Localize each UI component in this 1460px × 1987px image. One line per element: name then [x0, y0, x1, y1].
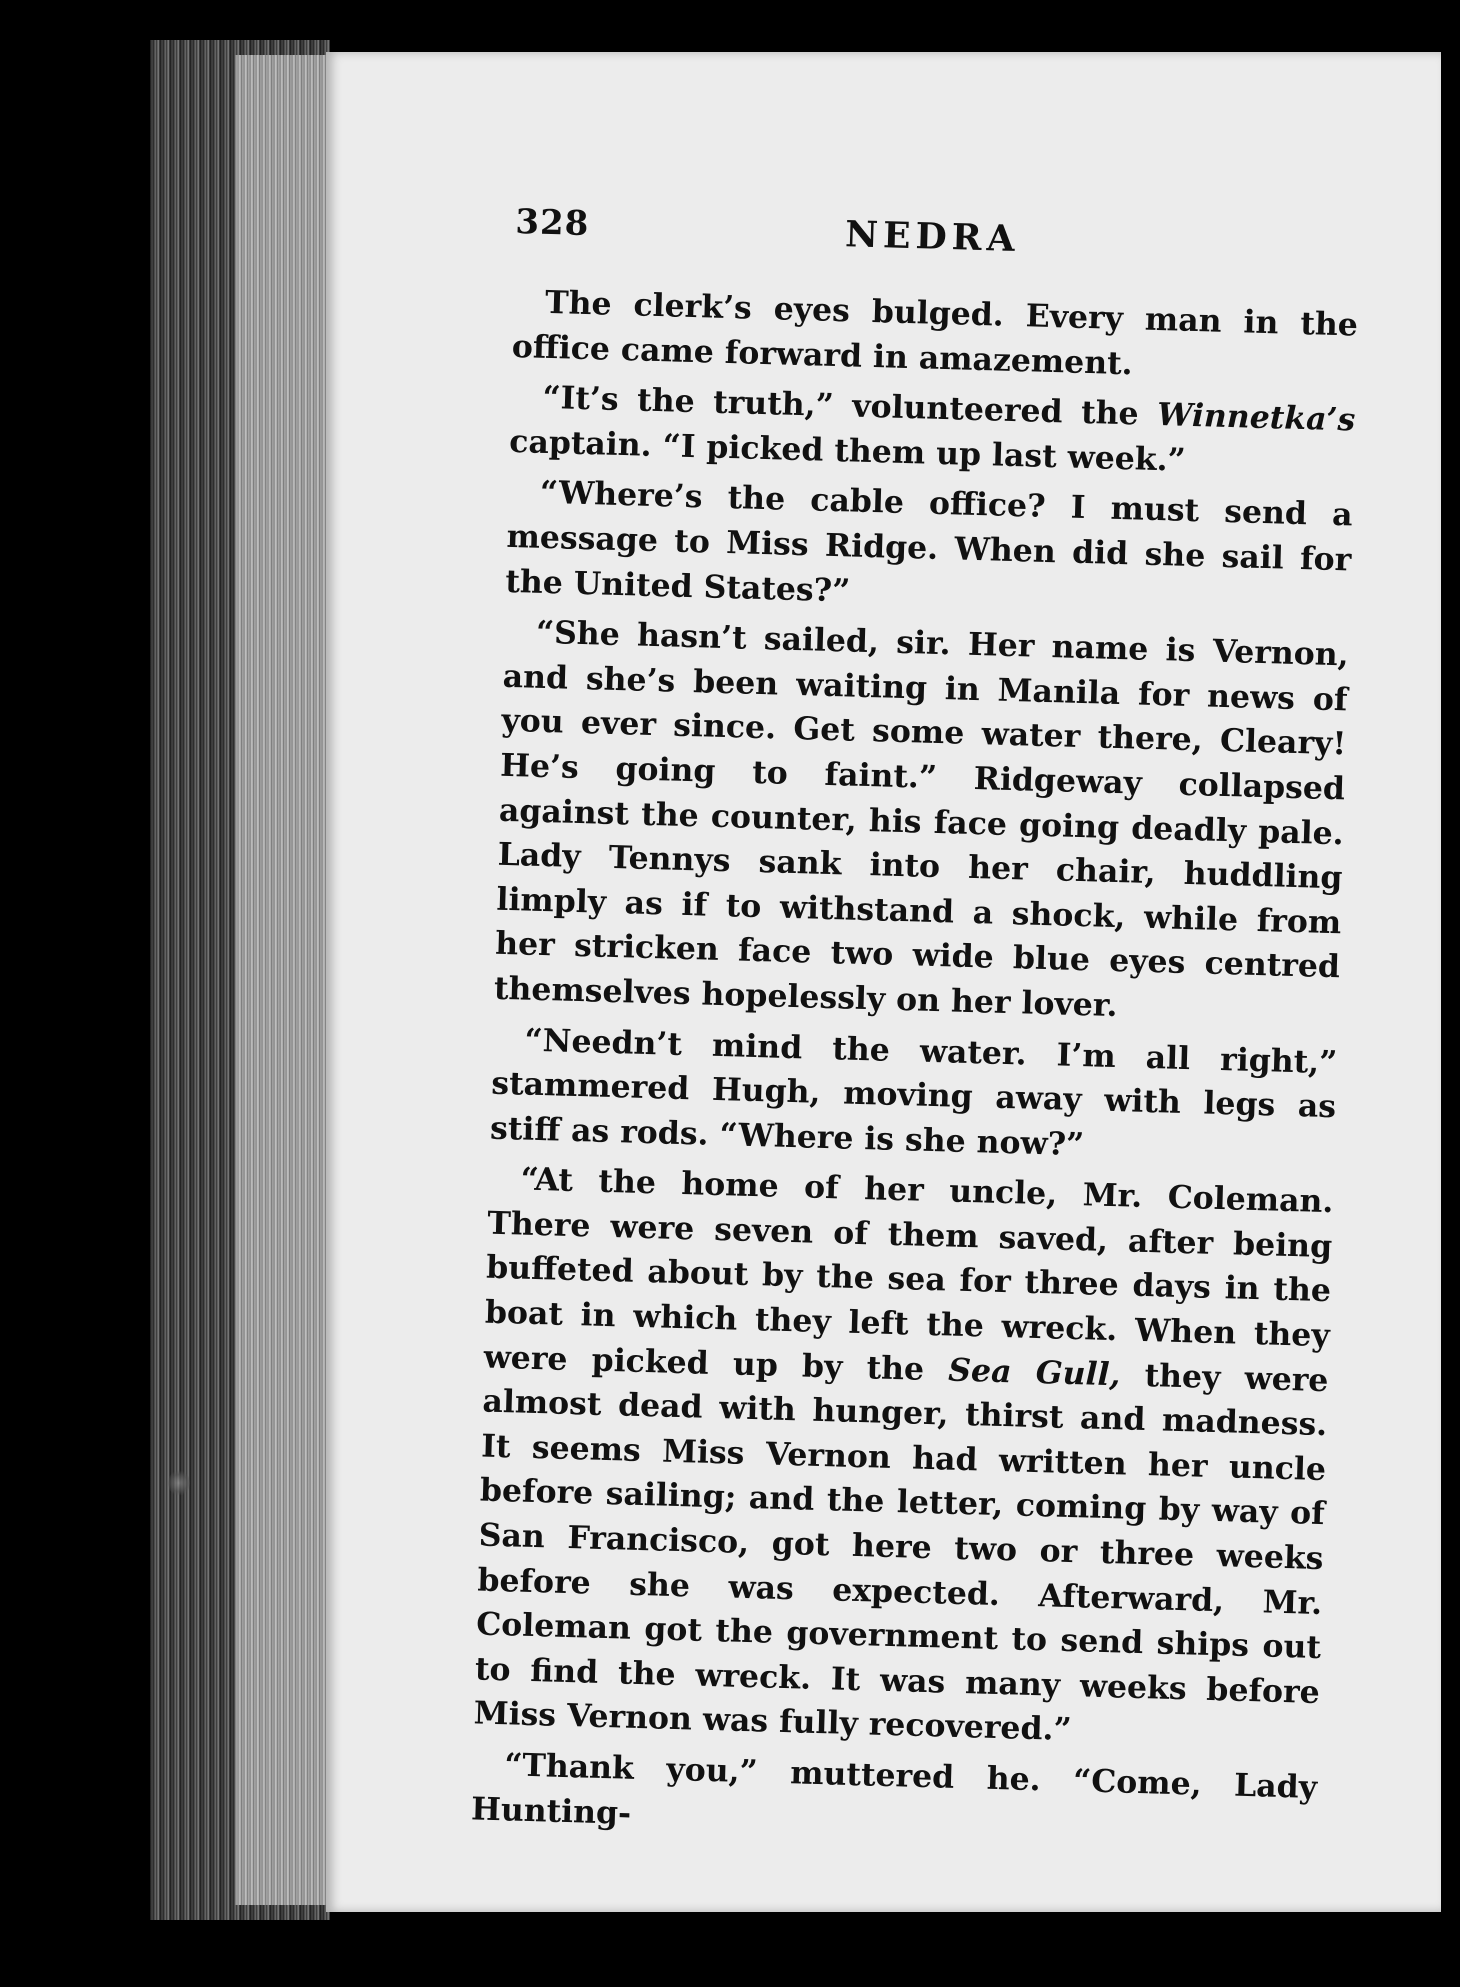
paragraph-p7	[470, 1742, 1317, 1855]
scan-right-edge	[1441, 0, 1460, 1987]
body-text	[470, 280, 1358, 1855]
italic-text: Winnetka’s	[1156, 396, 1356, 439]
paragraph-p6	[473, 1157, 1334, 1760]
paragraph-text: “Thank you,” muttered he. “Come, Lady Hunting-	[470, 1746, 1318, 1832]
paragraph-text: “Needn’t mind the water. I’m all right,” stammered Hugh, moving away with legs as stiff as rods. “Where is she now?”	[489, 1021, 1338, 1163]
book-page	[326, 52, 1441, 1912]
running-head	[514, 202, 1360, 286]
paragraph-text: they were almost dead with hunger, thirst and madness. It seems Miss Vernon had written her uncle before sailing; and the letter, coming by way of San Francisco, got here two or three weeks before she was expected. Afterward, Mr. Coleman got the government to send ships out to find the wreck. It was many weeks before Miss Vernon was fully recovered.”	[473, 1355, 1329, 1749]
page-number: 328	[514, 202, 590, 245]
paragraph-text: “It’s the truth,” volunteered the	[542, 379, 1158, 434]
book-title: NEDRA	[844, 213, 1021, 261]
paragraph-p2	[509, 375, 1356, 488]
text-block	[470, 202, 1360, 1861]
italic-text: Sea Gull,	[947, 1351, 1121, 1393]
paragraph-text: “She hasn’t sailed, sir. Her name is Vernon, and she’s been waiting in Manila for news of you ever since. Get some water there, Cleary! He’s going to faint.” Ridgeway collapsed against the counter, his face going deadly pale. Lady Tennys sank into her chair, huddling limply as if to withstand a shock, while from her stricken face two wide blue eyes centred themselves hopelessly on her lover.	[493, 613, 1350, 1025]
paragraph-p1	[511, 280, 1358, 393]
paragraph-p3	[505, 470, 1353, 627]
paragraph-text: The clerk’s eyes bulged. Every man in the office came forward in amazement.	[511, 283, 1359, 382]
book-page-edges-inner	[235, 55, 330, 1905]
paragraph-text: “At the home of her uncle, Mr. Coleman. There were seven of them saved, after being buffeted about by the sea for three days in the boat in which they left the wreck. When they were picked up by the	[483, 1160, 1334, 1389]
paragraph-p4	[493, 610, 1349, 1035]
paragraph-p5	[489, 1017, 1337, 1174]
scan-speck	[168, 1470, 190, 1496]
paragraph-text: “Where’s the cable office? I must send a message to Miss Ridge. When did she sail for the United States?”	[504, 474, 1354, 610]
paragraph-text: captain. “I picked them up last week.”	[508, 422, 1187, 479]
